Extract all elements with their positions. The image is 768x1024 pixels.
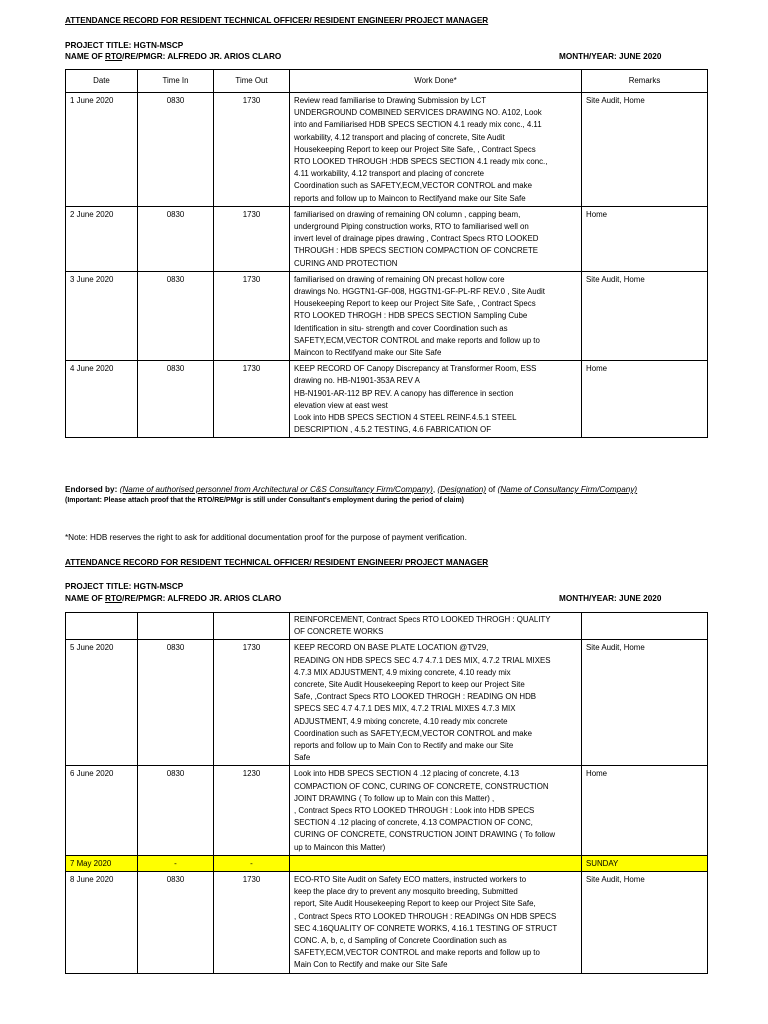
work-line: HB-N1901-AR-112 BP REV. A canopy has difference in section <box>294 388 514 398</box>
page1-project-title: PROJECT TITLE: HGTN-MSCP <box>65 41 184 50</box>
page2-name-line <box>65 593 281 604</box>
continued-row <box>66 613 708 640</box>
table-row <box>66 271 708 360</box>
work-line: Identification in situ- strength and cover Coordination such as <box>294 323 508 333</box>
time-in-cell: - <box>138 855 214 871</box>
continued-time-out <box>214 613 290 640</box>
remarks-cell: Home <box>582 361 708 438</box>
work-line: underground Piping construction works, RTO to familiarised well on <box>294 222 529 232</box>
time-in-cell: 0830 <box>138 361 214 438</box>
date-cell: 4 June 2020 <box>66 361 138 438</box>
work-line: Safe, ,Contract Specs RTO LOOKED THROGH : READING ON HDB <box>294 692 537 702</box>
continued-work <box>290 613 582 640</box>
time-out-cell: 1730 <box>214 206 290 271</box>
endorsed-designation: (Designation) <box>437 485 487 494</box>
work-line <box>294 858 577 870</box>
table-row <box>66 93 708 207</box>
remarks-cell: Home <box>582 206 708 271</box>
name-rto: RTO <box>105 594 123 603</box>
work-line: Coordination such as SAFETY,ECM,VECTOR CONTROL and make <box>294 728 532 738</box>
work-line: REINFORCEMENT, Contract Specs RTO LOOKED THROGH : QUALITY <box>294 615 551 624</box>
time-in-cell: 0830 <box>138 206 214 271</box>
work-line: Housekeeping Report to keep our Project Site Safe, , Contract Specs <box>294 299 536 309</box>
work-line: concrete, Site Audit Housekeeping Report to keep our Project Site <box>294 680 525 690</box>
work-done-cell <box>290 361 582 438</box>
work-line: 4.11 workability, 4.12 transport and placing of concrete <box>294 169 485 179</box>
page1-month-year: MONTH/YEAR: JUNE 2020 <box>559 52 662 61</box>
endorsed-of: of <box>486 485 498 494</box>
time-in-cell: 0830 <box>138 271 214 360</box>
work-line: DESCRIPTION , 4.5.2 TESTING, 4.6 FABRICATION OF <box>294 425 492 435</box>
table-row <box>66 872 708 974</box>
time-in-cell: 0830 <box>138 93 214 207</box>
page2-project-title: PROJECT TITLE: HGTN-MSCP <box>65 582 184 591</box>
work-line: CURING AND PROTECTION <box>294 258 398 268</box>
work-line: familiarised on drawing of remaining ON column , capping beam, <box>294 209 521 219</box>
continued-date <box>66 613 138 640</box>
work-done-cell <box>290 93 582 207</box>
work-line: report, Site Audit Housekeeping Report to keep our Project Site Safe, <box>294 899 536 909</box>
name-prefix: NAME OF <box>65 52 106 61</box>
time-out-cell: 1730 <box>214 271 290 360</box>
date-cell: 5 June 2020 <box>66 640 138 766</box>
important-note: (Important: Please attach proof that the RTO/RE/PMgr is still under Consultant's employment during the period of claim) <box>65 497 465 504</box>
work-line: reports and follow up to Main Con to Rectify and make our Site <box>294 741 514 751</box>
work-line: ECO-RTO Site Audit on Safety ECO matters, instructed workers to <box>294 875 527 885</box>
time-out-cell: 1730 <box>214 93 290 207</box>
work-line: CURING OF CONCRETE, CONSTRUCTION JOINT DRAWING ( To follow <box>294 830 556 840</box>
col-header-remarks: Remarks <box>582 70 708 93</box>
remarks-cell: Home <box>582 766 708 855</box>
table-row <box>66 855 708 871</box>
time-out-cell: 1730 <box>214 872 290 974</box>
page2-month-year: MONTH/YEAR: JUNE 2020 <box>559 594 662 603</box>
page1-attendance-table <box>65 69 708 438</box>
col-header-time-out: Time Out <box>214 70 290 93</box>
work-done-cell <box>290 766 582 855</box>
page2-attendance-table <box>65 612 708 974</box>
remarks-cell: Site Audit, Home <box>582 872 708 974</box>
work-line: familiarised on drawing of remaining ON precast hollow core <box>294 274 505 284</box>
time-out-cell: 1730 <box>214 361 290 438</box>
continued-time-in <box>138 613 214 640</box>
page1-name-line <box>65 51 281 62</box>
endorsed-sep: , <box>432 485 438 494</box>
remarks-cell: Site Audit, Home <box>582 93 708 207</box>
work-done-cell <box>290 872 582 974</box>
work-done-cell <box>290 206 582 271</box>
work-line: Maincon to Rectifyand make our Site Safe <box>294 348 442 358</box>
remarks-cell: SUNDAY <box>582 855 708 871</box>
remarks-cell: Site Audit, Home <box>582 271 708 360</box>
work-line: THROUGH : HDB SPECS SECTION COMPACTION OF CONCRETE <box>294 246 539 256</box>
remarks-cell: Site Audit, Home <box>582 640 708 766</box>
table-row <box>66 766 708 855</box>
endorsed-line <box>65 484 637 495</box>
work-line: SAFETY,ECM,VECTOR CONTROL and make reports and follow up to <box>294 335 540 345</box>
work-line: Review read familiarise to Drawing Submission by LCT <box>294 96 487 105</box>
table-row <box>66 206 708 271</box>
work-line: , Contract Specs RTO LOOKED THROUGH : READINGs ON HDB SPECS <box>294 911 557 921</box>
time-out-cell: 1730 <box>214 640 290 766</box>
work-done-cell <box>290 640 582 766</box>
table-row <box>66 640 708 766</box>
work-line: RTO LOOKED THROGH : HDB SPECS SECTION Sampling Cube <box>294 311 528 321</box>
time-in-cell: 0830 <box>138 766 214 855</box>
name-prefix: NAME OF <box>65 594 106 603</box>
time-in-cell: 0830 <box>138 872 214 974</box>
work-line: elevation view at east west <box>294 400 388 410</box>
work-line: Safe <box>294 753 311 763</box>
work-line: JOINT DRAWING ( To follow up to Main con this Matter) , <box>294 793 495 803</box>
work-line: 4.7.3 MIX ADJUSTMENT, 4.9 mixing concrete, 4.10 ready mix <box>294 667 511 677</box>
work-line: invert level of drainage pipes drawing , Contract Specs RTO LOOKED <box>294 234 539 244</box>
work-line: UNDERGROUND COMBINED SERVICES DRAWING NO. A102, Look <box>294 108 542 118</box>
work-line: Housekeeping Report to keep our Project Site Safe, , Contract Specs <box>294 144 536 154</box>
work-line: ADJUSTMENT, 4.9 mixing concrete, 4.10 ready mix concrete <box>294 716 508 726</box>
name-suffix: /RE/PMGR: ALFREDO JR. ARIOS CLARO <box>122 594 282 603</box>
work-line: Main Con to Rectify and make our Site Safe <box>294 960 448 970</box>
date-cell: 8 June 2020 <box>66 872 138 974</box>
col-header-time-in: Time In <box>138 70 214 93</box>
work-line: SEC 4.16QUALITY OF CONRETE WORKS, 4.16.1 TESTING OF STRUCT <box>294 923 558 933</box>
page2-heading: ATTENDANCE RECORD FOR RESIDENT TECHNICAL OFFICER/ RESIDENT ENGINEER/ PROJECT MANAGER <box>65 558 489 567</box>
date-cell: 6 June 2020 <box>66 766 138 855</box>
date-cell: 1 June 2020 <box>66 93 138 207</box>
work-line: OF CONCRETE WORKS <box>294 627 384 637</box>
date-cell: 2 June 2020 <box>66 206 138 271</box>
work-line: drawings No. HGGTN1-GF-008, HGGTN1-GF-PL-RF REV.0 , Site Audit <box>294 287 545 297</box>
time-out-cell: - <box>214 855 290 871</box>
name-suffix: /RE/PMGR: ALFREDO JR. ARIOS CLARO <box>122 52 282 61</box>
name-rto: RTO <box>105 52 123 61</box>
work-line: into and Familiarised HDB SPECS SECTION 4.1 ready mix conc., 4.11 <box>294 120 542 130</box>
work-line: SAFETY,ECM,VECTOR CONTROL and make reports and follow up to <box>294 948 540 958</box>
work-done-cell <box>290 855 582 871</box>
work-line: SPECS SEC 4.7 4.7.1 DES MIX, 4.7.2 TRIAL MIXES 4.7.3 MIX <box>294 704 516 714</box>
work-line: drawing no. HB-N1901-353A REV A <box>294 376 420 386</box>
table-row <box>66 361 708 438</box>
work-line: reports and follow up to Maincon to Rectifyand make our Site Safe <box>294 193 526 203</box>
work-line: Coordination such as SAFETY,ECM,VECTOR CONTROL and make <box>294 181 532 191</box>
work-line: keep the place dry to prevent any mosquito breeding, Submitted <box>294 887 518 897</box>
work-line: RTO LOOKED THROUGH :HDB SPECS SECTION 4.1 ready mix conc., <box>294 157 548 167</box>
work-line: KEEP RECORD OF Canopy Discrepancy at Transformer Room, ESS <box>294 364 537 374</box>
table-header-row <box>66 70 708 93</box>
work-line: KEEP RECORD ON BASE PLATE LOCATION @TV29, <box>294 643 489 653</box>
col-header-work-done: Work Done* <box>290 70 582 93</box>
work-line: READING ON HDB SPECS SEC 4.7 4.7.1 DES MIX, 4.7.2 TRIAL MIXES <box>294 655 551 665</box>
continued-remarks <box>582 613 708 640</box>
time-in-cell: 0830 <box>138 640 214 766</box>
endorsed-firm: (Name of Consultancy Firm/Company) <box>497 485 638 494</box>
page1-heading: ATTENDANCE RECORD FOR RESIDENT TECHNICAL OFFICER/ RESIDENT ENGINEER/ PROJECT MANAGER <box>65 16 489 25</box>
work-line: Look into HDB SPECS SECTION 4 STEEL REINF.4.5.1 STEEL <box>294 413 517 423</box>
work-done-cell <box>290 271 582 360</box>
work-line: COMPACTION OF CONC, CURING OF CONCRETE, CONSTRUCTION <box>294 781 549 791</box>
work-line: , Contract Specs RTO LOOKED THROUGH : Look into HDB SPECS <box>294 806 535 816</box>
work-line: workability, 4.12 transport and placing of concrete, Site Audit <box>294 132 505 142</box>
endorsed-label: Endorsed by: <box>65 485 120 494</box>
work-line: Look into HDB SPECS SECTION 4 .12 placing of concrete, 4.13 <box>294 769 519 779</box>
hdb-note: *Note: HDB reserves the right to ask for additional documentation proof for the purpose of payment verification. <box>65 533 467 542</box>
time-out-cell: 1230 <box>214 766 290 855</box>
date-cell: 7 May 2020 <box>66 855 138 871</box>
endorsed-name: (Name of authorised personnel from Architectural or C&S Consultancy Firm/Company) <box>119 485 433 494</box>
work-line: up to Maincon this Matter) <box>294 842 386 852</box>
col-header-date: Date <box>66 70 138 93</box>
work-line: CONC. A, b, c, d Sampling of Concrete Coordination such as <box>294 936 507 946</box>
work-line: SECTION 4 .12 placing of concrete, 4.13 COMPACTION OF CONC, <box>294 818 533 828</box>
date-cell: 3 June 2020 <box>66 271 138 360</box>
